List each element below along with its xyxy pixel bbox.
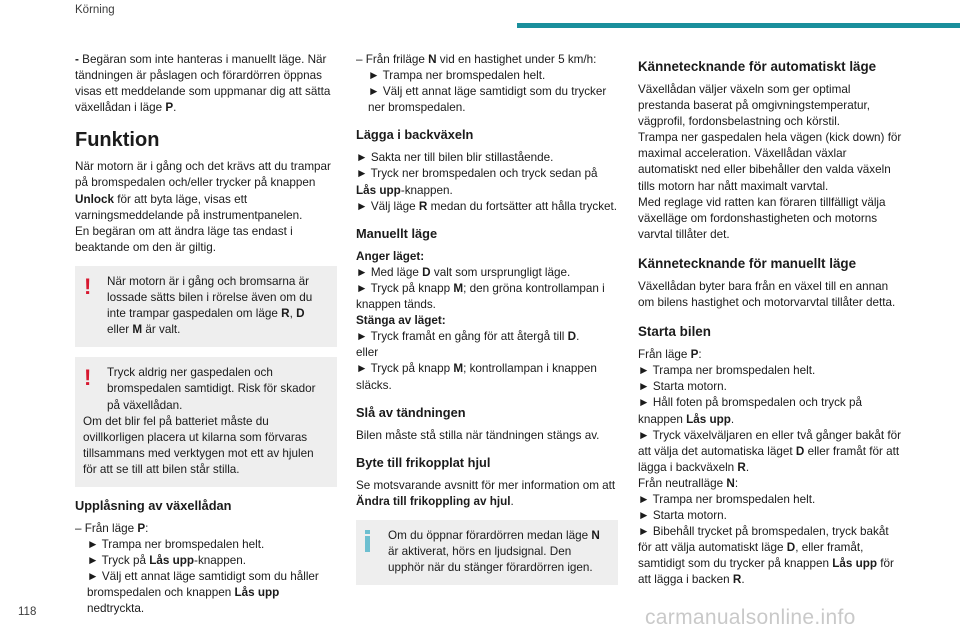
text: – Från läge (75, 521, 138, 535)
info-note (356, 520, 618, 585)
step (356, 281, 618, 313)
paragraph: Växellådan byter bara från en växel till en annan om bilens hastighet och motorvarvtal tillåter detta. (638, 279, 896, 310)
step (356, 361, 618, 393)
step (638, 524, 904, 588)
mode-d: D (786, 541, 796, 555)
text: ► Tryck framåt en gång för att återgå till (356, 330, 568, 344)
subheading-stang (356, 313, 618, 329)
text: ► Bibehåll trycket på bromspedalen, tryck bakåt för att välja automatiskt läge (638, 525, 889, 555)
unlock-label: Unlock (75, 192, 114, 206)
mode-r: R (737, 460, 746, 474)
heading-funktion: Funktion (75, 129, 160, 152)
text: ► Tryck ner bromspedalen och tryck sedan på (356, 167, 598, 181)
section-reference: Ändra till frikoppling av hjul (356, 494, 511, 508)
step (356, 166, 618, 198)
mode-m: M (453, 362, 464, 376)
text: eller (107, 323, 133, 337)
step (356, 265, 618, 281)
heading-manuellt: Kännetecknande för manuellt läge (638, 255, 857, 271)
text: : (145, 521, 149, 535)
step (356, 199, 618, 215)
paragraph: Trampa ner gaspedalen hela vägen (kick down) för maximal acceleration. Växellådan växlar automatiskt ned eller bibehåller den valda växeln tills motorn har nått maximalt varvtal. (638, 131, 902, 193)
text: – Från friläge (356, 53, 429, 66)
paragraph-valid-request: En begäran om att ändra läge tas endast i beaktande om den är giltig. (75, 224, 293, 254)
paragraph (356, 478, 618, 510)
dash-marker: - (75, 53, 79, 66)
info-icon (365, 530, 371, 552)
text: Från läge (638, 348, 691, 362)
text: ► Tryck på knapp (356, 362, 454, 376)
step: ► Trampa ner bromspedalen helt. (87, 538, 265, 552)
unlock-button-label: Lås upp (356, 183, 401, 197)
text: : (734, 476, 739, 490)
text: ► Tryck växelväljaren en eller två gånger bakåt för att välja det automatiska läget (638, 428, 901, 458)
warning-exclamation-icon: ! (84, 365, 92, 391)
text: . (173, 101, 177, 115)
text: . (730, 412, 735, 426)
paragraph-request-warning (75, 52, 337, 116)
text: ► Välj läge (356, 199, 419, 213)
from-p (638, 347, 904, 363)
mode-d: D (422, 265, 431, 279)
paragraph-funktion (75, 159, 337, 223)
text: Från neutralläge (638, 476, 727, 490)
paragraph: Växellådan väljer växeln som ger optimal prestanda baserat på omgivningstemperatur, vägprofil, fordonsbelastning och körstil. (638, 83, 870, 129)
mode-r: R (732, 573, 742, 587)
text: . (741, 573, 745, 587)
mode-n: N (428, 53, 437, 66)
column-1 (75, 52, 337, 618)
subheading-anger (356, 249, 618, 265)
step: ► Starta motorn. (638, 509, 727, 523)
text: vid en hastighet under 5 km/h: (436, 53, 597, 66)
paragraph: Med reglage vid ratten kan föraren tillfälligt välja växelläge om fordonshastigheten och motorns varvtal tillåter det. (638, 195, 886, 241)
text: ► Tryck på knapp (356, 281, 454, 295)
text: . (576, 330, 580, 344)
text: ► Med läge (356, 265, 423, 279)
text: , (289, 307, 297, 321)
text: valt som ursprungligt läge. (430, 265, 571, 279)
heading-upplasning: Upplåsning av växellådan (75, 497, 232, 513)
text: ► Håll foten på bromspedalen och tryck på knappen (638, 396, 863, 426)
step: ► Sakta ner till bilen blir stillastående. (356, 151, 554, 165)
watermark: carmanualsonline.info (645, 606, 856, 629)
step (356, 329, 618, 345)
text: medan du fortsätter att hålla trycket. (427, 199, 618, 213)
heading-backvaxel: Lägga i backväxeln (356, 127, 474, 143)
text: Begäran som inte hanteras i manuellt läge. När tändningen är påslagen och förardörren öppnas visas ett meddelande som uppmanar dig att sätta växellådan i läge (75, 53, 331, 115)
or-text: eller (356, 346, 379, 360)
section-title: Körning (75, 4, 115, 16)
heading-frikopplat: Byte till frikopplat hjul (356, 454, 491, 470)
mode-d: D (567, 330, 577, 344)
mode-d: D (296, 307, 305, 321)
text: är valt. (142, 323, 181, 337)
warning-exclamation-icon: ! (84, 273, 92, 299)
mode-d: D (795, 444, 805, 458)
warning-note-1 (75, 266, 337, 347)
mode-m: M (132, 323, 143, 337)
mode-n: N (726, 476, 735, 490)
heading-manuellt-lage: Manuellt läge (356, 225, 438, 241)
heading-starta: Starta bilen (638, 324, 711, 340)
text: ; den gröna kontrollampan i knappen tänds. (356, 281, 605, 312)
unlock-button-label: Lås upp (832, 557, 878, 571)
text: Om du öppnar förardörren medan läge (388, 528, 592, 542)
step: ► Trampa ner bromspedalen helt. (638, 492, 816, 506)
from-neutral (638, 476, 904, 492)
warning-note-2 (75, 357, 337, 487)
heading-sla-av: Slå av tändningen (356, 404, 466, 420)
text: Se motsvarande avsnitt för mer information om att (356, 478, 616, 492)
text: -knappen. (400, 183, 453, 197)
text: , eller framåt, samtidigt som du trycker på knappen (638, 541, 864, 571)
unlock-button-label: Lås upp (149, 554, 195, 568)
text: : (698, 348, 702, 362)
heading-automatiskt: Kännetecknande för automatiskt läge (638, 59, 877, 74)
mode-r: R (281, 307, 290, 321)
mode-p: P (165, 101, 174, 115)
text: ; kontrollampan i knappen släcks. (356, 362, 597, 392)
text: nedtryckta. (87, 602, 145, 616)
text: Anger läget: (356, 249, 425, 263)
info-text (364, 528, 610, 576)
text: . (745, 460, 750, 474)
page-number: 118 (18, 606, 37, 618)
step: ► Starta motorn. (638, 380, 727, 394)
step: ► Trampa ner bromspedalen helt. (368, 69, 546, 83)
mode-m: M (453, 281, 464, 295)
text: -knappen. (194, 554, 247, 568)
step-from-p (75, 521, 337, 537)
text: När motorn är i gång och det krävs att du trampar på bromspedalen och/eller trycker på knappen (75, 160, 331, 190)
mode-p: P (137, 521, 146, 535)
unlock-button-label: Lås upp (686, 412, 731, 426)
mode-p: P (690, 348, 699, 362)
step: ► Välj ett annat läge samtidigt som du trycker ner bromspedalen. (368, 85, 607, 115)
step (75, 553, 337, 569)
mode-n: N (591, 528, 600, 542)
header-accent-bar (517, 23, 960, 28)
text: för att byta läge, visas ett varningsmeddelande på instrumentpanelen. (75, 192, 303, 222)
text: . (510, 494, 514, 508)
text: är aktiverat, hörs en ljudsignal. Den upphör när du stänger förardörren igen. (388, 544, 593, 575)
text: för att lägga i backen (638, 557, 894, 587)
warning-text-battery: Om det blir fel på batteriet måste du ovillkorligen placera ut kilarna som förvaras tillsammans med verktygen mot ett av hjulen för att se till att bilen står stilla. (83, 414, 314, 476)
warning-text: Tryck aldrig ner gaspedalen och bromspedalen samtidigt. Risk för skador på växellådan. (107, 366, 316, 412)
text: Stänga av läget: (356, 314, 446, 328)
step (638, 428, 904, 476)
warning-text (83, 274, 329, 338)
step (638, 395, 904, 427)
unlock-button-label: Lås upp (234, 586, 280, 600)
column-2 (356, 52, 618, 595)
step-from-neutral (356, 52, 618, 68)
text: eller framåt för att lägga i backväxeln (638, 444, 900, 474)
text: ► Tryck på (87, 554, 150, 568)
mode-r: R (418, 199, 428, 213)
paragraph: Bilen måste stå stilla när tändningen stängs av. (356, 428, 600, 442)
text: När motorn är i gång och bromsarna är lossade sätts bilen i rörelse även om du inte trampar gaspedalen om läge (107, 274, 313, 321)
step: ► Trampa ner bromspedalen helt. (638, 364, 816, 378)
step (75, 569, 337, 617)
text: ► Välj ett annat läge samtidigt som du håller bromspedalen och knappen (87, 570, 319, 600)
column-3 (638, 46, 904, 589)
